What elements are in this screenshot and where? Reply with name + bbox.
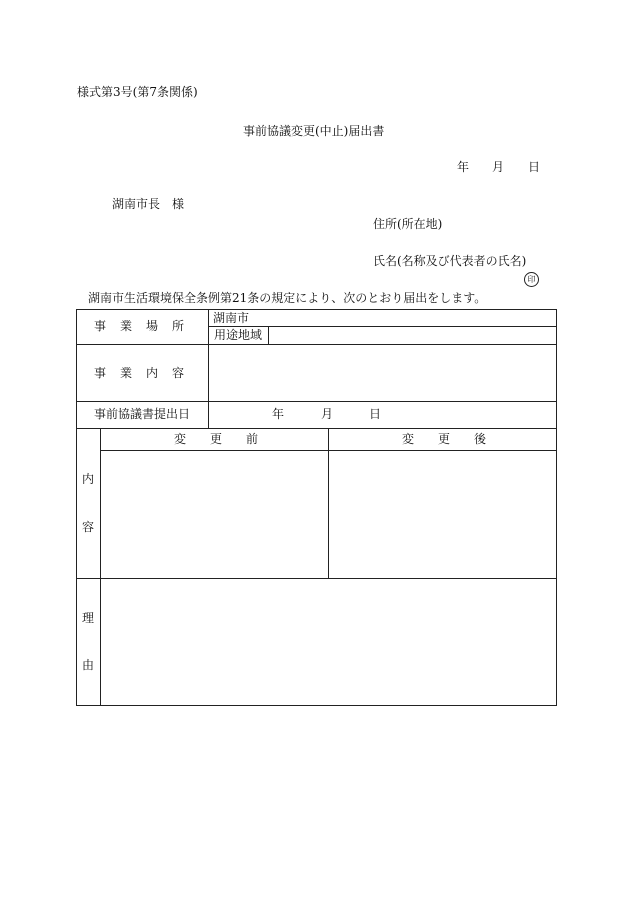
submit-date-day: 日 <box>369 407 382 421</box>
after-change-field[interactable] <box>330 452 555 576</box>
content-field[interactable] <box>210 346 555 399</box>
statement: 湖南市生活環境保全条例第21条の規定により、次のとおり届出をします。 <box>88 291 487 305</box>
header-date-month: 月 <box>492 160 505 174</box>
zoning-label: 用途地域 <box>214 328 263 342</box>
form-number: 様式第3号(第7条関係) <box>77 85 198 99</box>
zoning-field[interactable] <box>270 327 555 343</box>
location-label: 事 業 場 所 <box>94 319 186 333</box>
addressee: 湖南市長 様 <box>112 197 185 211</box>
header-date-day: 日 <box>528 160 541 174</box>
before-change-field[interactable] <box>102 452 326 576</box>
document-title: 事前協議変更(中止)届出書 <box>243 124 385 138</box>
reason-char-2: 由 <box>82 658 95 672</box>
before-change-header: 変 更 前 <box>174 432 259 446</box>
submit-date-year: 年 <box>272 407 285 421</box>
submit-date-month: 月 <box>321 407 334 421</box>
location-field[interactable] <box>250 310 555 325</box>
naiyo-char-2: 容 <box>82 520 95 534</box>
location-city: 湖南市 <box>213 311 250 325</box>
header-date-year: 年 <box>457 160 470 174</box>
naiyo-char-1: 内 <box>82 472 95 486</box>
seal-icon: 印 <box>524 272 539 287</box>
content-label: 事 業 内 容 <box>94 366 186 380</box>
name-label: 氏名(名称及び代表者の氏名) <box>373 254 527 268</box>
address-label: 住所(所在地) <box>373 217 443 231</box>
after-change-header: 変 更 後 <box>402 432 487 446</box>
reason-field[interactable] <box>102 580 555 704</box>
submit-date-label: 事前協議書提出日 <box>94 407 191 421</box>
reason-char-1: 理 <box>82 611 95 625</box>
